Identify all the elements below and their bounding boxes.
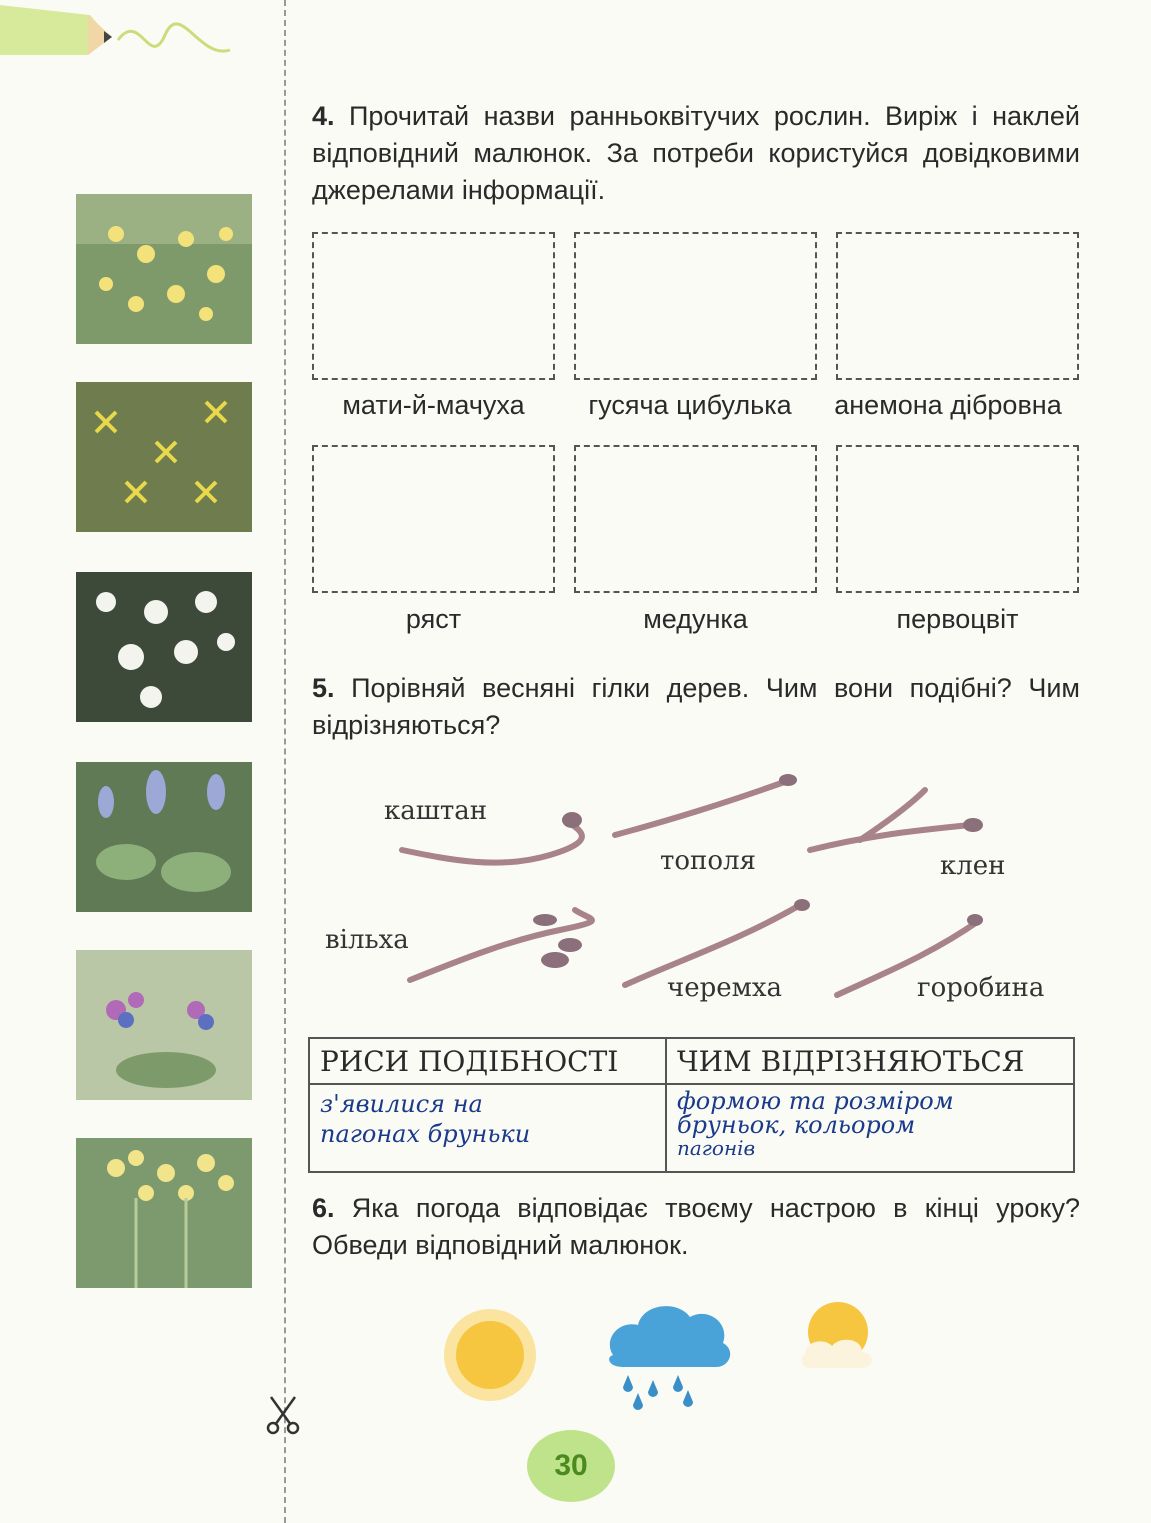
label-primrose: первоцвіт	[896, 604, 1019, 634]
similar-line-2: пагонах бруньки	[320, 1120, 531, 1148]
sun-icon[interactable]	[440, 1305, 540, 1405]
label-corydalis: ряст	[405, 604, 462, 634]
task5-instructions: Порівняй весняні гілки дерев. Чим вони подібні? Чим відрізняються?	[312, 673, 1080, 740]
pencil-decoration	[0, 0, 240, 80]
task4-number: 4.	[312, 101, 335, 131]
cut-line	[284, 0, 286, 1523]
label-coltsfoot: мати-й-мачуха	[342, 390, 525, 420]
branch-label-poplar: тополя	[660, 846, 756, 876]
sticker-box-anemone[interactable]	[836, 232, 1079, 380]
similar-line-1: з'явилися на	[320, 1090, 483, 1118]
photo-corydalis	[76, 762, 252, 912]
sticker-box-primrose[interactable]	[836, 445, 1079, 593]
photo-anemone	[76, 572, 252, 722]
branch-label-alder: вільха	[325, 925, 409, 955]
task5-number: 5.	[312, 673, 335, 703]
sticker-box-corydalis[interactable]	[312, 445, 555, 593]
task6-text	[312, 1190, 1080, 1264]
photo-lungwort	[76, 950, 252, 1100]
diff-line-2: бруньок, кольором	[677, 1111, 916, 1139]
label-anemone: анемона дібровна	[834, 390, 1062, 420]
photo-gagea	[76, 382, 252, 532]
sticker-box-lungwort[interactable]	[574, 445, 817, 593]
sticker-box-gagea[interactable]	[574, 232, 817, 380]
label-lungwort: медунка	[643, 604, 748, 634]
branch-label-rowan: горобина	[917, 973, 1045, 1003]
diff-line-1: формою та розміром	[677, 1087, 954, 1115]
comparison-table	[308, 1037, 1075, 1173]
sticker-box-coltsfoot[interactable]	[312, 232, 555, 380]
task6-instructions: Яка погода відповідає твоєму настрою в кінці уроку? Обведи відповідний малюнок.	[312, 1193, 1080, 1260]
diff-line-3: пагонів	[677, 1136, 756, 1160]
branch-label-bird-cherry: черемха	[667, 973, 782, 1003]
scissors-icon	[265, 1395, 301, 1435]
differences-cell[interactable]	[666, 1084, 1074, 1172]
photo-primrose	[76, 1138, 252, 1288]
sun-behind-cloud-icon[interactable]	[800, 1300, 880, 1370]
task4-instructions: Прочитай назви ранньоквітучих рослин. Виріж і наклей відповідний малюнок. За потреби користуйся довідковими джерелами інформації.	[312, 101, 1080, 205]
header-similarities: РИСИ ПОДІБНОСТІ	[309, 1038, 666, 1084]
photo-coltsfoot	[76, 194, 252, 344]
branch-label-maple: клен	[940, 851, 1006, 881]
label-gagea: гусяча цибулька	[588, 390, 792, 420]
task4-text	[312, 98, 1080, 209]
task5-text	[312, 670, 1080, 744]
header-differences: ЧИМ ВІДРІЗНЯЮТЬСЯ	[666, 1038, 1074, 1084]
branch-label-chestnut: каштан	[384, 796, 488, 826]
rain-cloud-icon[interactable]	[598, 1295, 738, 1415]
task6-number: 6.	[312, 1193, 335, 1223]
similarities-cell[interactable]	[309, 1084, 666, 1172]
page-number: 30	[527, 1430, 615, 1502]
